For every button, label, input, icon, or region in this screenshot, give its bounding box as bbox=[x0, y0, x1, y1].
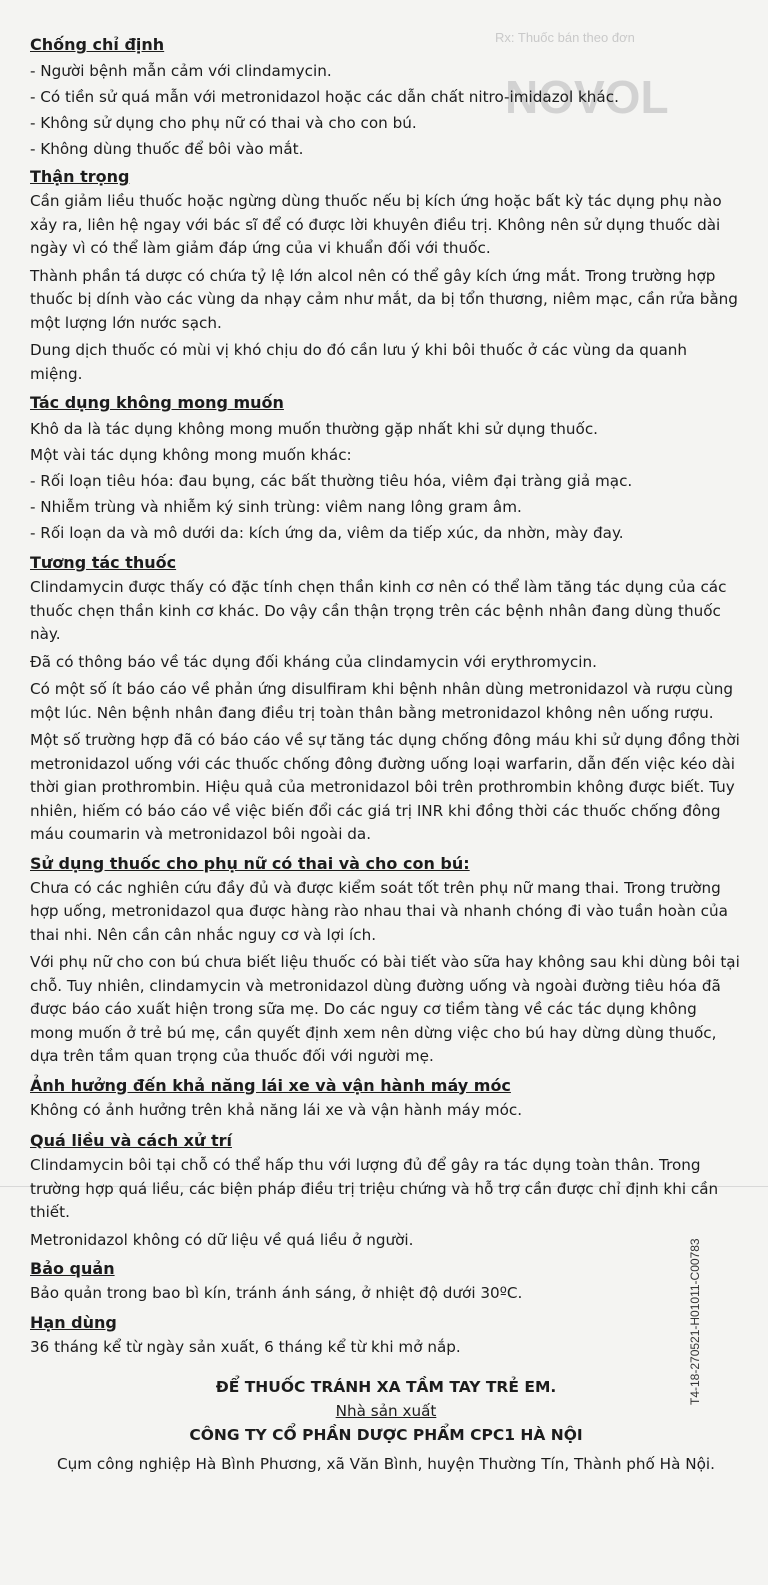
section-title: Sử dụng thuốc cho phụ nữ có thai và cho con bú: bbox=[30, 853, 470, 873]
section-adverse-effects bbox=[30, 390, 742, 546]
document-code: T4-18-270521-H01011-C00783 bbox=[688, 1238, 702, 1405]
section-shelf-life bbox=[30, 1310, 742, 1360]
section-title: Bảo quản bbox=[30, 1259, 115, 1278]
paragraph: Clindamycin bôi tại chỗ có thể hấp thu với lượng đủ để gây ra tác dụng toàn thân. Trong trường hợp quá liều, các biện pháp điều trị triệu chứng và hỗ trợ cần được chỉ định khi cần thiết. bbox=[30, 1156, 719, 1221]
section-title: Thận trọng bbox=[30, 167, 130, 186]
paragraph: Với phụ nữ cho con bú chưa biết liệu thuốc có bài tiết vào sữa hay không sau khi dùng bôi tại chỗ. Tuy nhiên, clindamycin và metronidazol dùng đường uống và ngoài đường tiêu hóa đã được báo cáo xuất hiện trong sữa mẹ. Do các nguy cơ tiềm tàng về các tác dụng không mong muốn ở trẻ bú mẹ, cần quyết định xem nên dừng việc cho bú hay dừng dùng thuốc, dựa trên tầm quan trọng của thuốc đối với người mẹ. bbox=[30, 953, 740, 1065]
leaflet-page bbox=[30, 32, 742, 1477]
paragraph: Có một số ít báo cáo về phản ứng disulfiram khi bệnh nhân dùng metronidazol và rượu cùng một lúc. Nên bệnh nhân đang điều trị toàn thân bằng metronidazol không nên uống rượu. bbox=[30, 680, 734, 722]
list-item: - Có tiền sử quá mẫn với metronidazol hoặc các dẫn chất nitro-imidazol khác. bbox=[30, 88, 619, 106]
ghost-brand-text: NOVOL bbox=[505, 71, 669, 123]
paragraph: Khô da là tác dụng không mong muốn thường gặp nhất khi sử dụng thuốc. bbox=[30, 420, 599, 438]
paragraph: Đã có thông báo về tác dụng đối kháng của clindamycin với erythromycin. bbox=[30, 652, 597, 671]
ghost-rx-label: Rx: Thuốc bán theo đơn bbox=[495, 30, 635, 45]
paragraph: Chưa có các nghiên cứu đầy đủ và được kiểm soát tốt trên phụ nữ mang thai. Trong trường hợp uống, metronidazol qua được hàng rào nhau thai và nhanh chóng đi vào tuần hoàn của thai nhi. Nên cần cân nhắc nguy cơ và lợi ích. bbox=[30, 878, 728, 944]
child-warning: ĐỂ THUỐC TRÁNH XA TẦM TAY TRẺ EM. bbox=[215, 1378, 557, 1396]
paragraph: Một số trường hợp đã có báo cáo về sự tăng tác dụng chống đông máu khi sử dụng đồng thời metronidazol uống với các thuốc chống đông đường uống loại warfarin, dẫn đến việc kéo dài thời gian prothrombin. Hiệu quả của metronidazol bôi trên prothrombin không được biết. Tuy nhiên, hiếm có báo cáo về việc biến đổi các giá trị INR khi đồng thời các thuốc chống đông máu coumarin và metronidazol bôi ngoài da. bbox=[30, 731, 740, 843]
section-title: Hạn dùng bbox=[30, 1312, 117, 1332]
paragraph: Một vài tác dụng không mong muốn khác: bbox=[30, 446, 352, 464]
manufacturer-label: Nhà sản xuất bbox=[335, 1402, 437, 1420]
section-title: Quá liều và cách xử trí bbox=[30, 1131, 232, 1150]
paragraph: Metronidazol không có dữ liệu về quá liều ở người. bbox=[30, 1230, 414, 1249]
paragraph: Thành phần tá dược có chứa tỷ lệ lớn alcol nên có thể gây kích ứng mắt. Trong trường hợp thuốc bị dính vào các vùng da nhạy cảm như mắt, da bị tổn thương, niêm mạc, cần rửa bằng một lượng lớn nước sạch. bbox=[30, 266, 738, 332]
section-driving bbox=[30, 1073, 742, 1123]
list-item: - Rối loạn tiêu hóa: đau bụng, các bất thường tiêu hóa, viêm đại tràng giả mạc. bbox=[30, 472, 633, 490]
section-title: Tác dụng không mong muốn bbox=[30, 393, 284, 412]
paragraph: 36 tháng kể từ ngày sản xuất, 6 tháng kể từ khi mở nắp. bbox=[30, 1337, 461, 1356]
section-title: Tương tác thuốc bbox=[30, 553, 177, 572]
company-name: CÔNG TY CỔ PHẦN DƯỢC PHẨM CPC1 HÀ NỘI bbox=[189, 1426, 583, 1444]
list-item: - Không sử dụng cho phụ nữ có thai và cho con bú. bbox=[30, 114, 417, 132]
paragraph: Cần giảm liều thuốc hoặc ngừng dùng thuốc nếu bị kích ứng hoặc bất kỳ tác dụng phụ nào xảy ra, liên hệ ngay với bác sĩ để có được lời khuyên điều trị. Không nên sử dụng thuốc dài ngày vì có thể làm giảm đáp ứng của vi khuẩn đối với thuốc. bbox=[30, 192, 722, 257]
section-contraindications bbox=[30, 32, 742, 162]
paragraph: Không có ảnh hưởng trên khả năng lái xe và vận hành máy móc. bbox=[30, 1100, 523, 1119]
paragraph: Clindamycin được thấy có đặc tính chẹn thần kinh cơ nên có thể làm tăng tác dụng của các thuốc chẹn thần kinh cơ khác. Do vậy cần thận trọng trên các bệnh nhân đang dùng thuốc này. bbox=[30, 578, 727, 643]
company-address: Cụm công nghiệp Hà Bình Phương, xã Văn Bình, huyện Thường Tín, Thành phố Hà Nội. bbox=[57, 1455, 715, 1473]
section-pregnancy-lactation bbox=[30, 851, 742, 1069]
list-item: - Rối loạn da và mô dưới da: kích ứng da, viêm da tiếp xúc, da nhờn, mày đay. bbox=[30, 524, 624, 542]
section-precautions bbox=[30, 164, 742, 386]
section-title: Ảnh hưởng đến khả năng lái xe và vận hành máy móc bbox=[30, 1075, 511, 1095]
section-overdose bbox=[30, 1128, 742, 1252]
section-storage bbox=[30, 1256, 742, 1306]
leaflet-footer bbox=[30, 1375, 742, 1477]
section-drug-interactions bbox=[30, 550, 742, 847]
paragraph: Dung dịch thuốc có mùi vị khó chịu do đó cần lưu ý khi bôi thuốc ở các vùng da quanh miệng. bbox=[30, 341, 688, 383]
list-item: - Nhiễm trùng và nhiễm ký sinh trùng: viêm nang lông gram âm. bbox=[30, 498, 522, 516]
section-title: Chống chỉ định bbox=[30, 35, 165, 54]
paragraph: Bảo quản trong bao bì kín, tránh ánh sáng, ở nhiệt độ dưới 30ºC. bbox=[30, 1284, 523, 1302]
list-item: - Người bệnh mẫn cảm với clindamycin. bbox=[30, 62, 332, 80]
list-item: - Không dùng thuốc để bôi vào mắt. bbox=[30, 140, 304, 158]
